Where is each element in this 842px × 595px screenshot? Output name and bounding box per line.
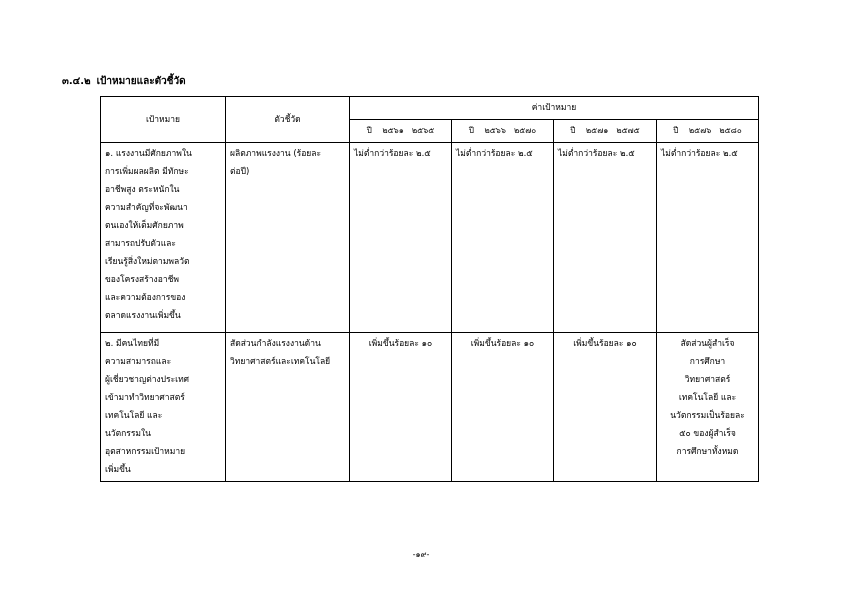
target-cell: เพิ่มขึ้นร้อยละ ๑๐	[350, 333, 452, 482]
goal-cell	[101, 333, 226, 482]
target-cell: ไม่ต่ำกว่าร้อยละ ๒.๕	[350, 143, 452, 333]
section-title: เป้าหมายและตัวชี้วัด	[96, 76, 186, 87]
section-heading	[62, 74, 186, 89]
indicator-cell: สัดส่วนกำลังแรงงานด้าน วิทยาศาสตร์และเทคโนโลยี	[226, 333, 350, 482]
target-cell: ไม่ต่ำกว่าร้อยละ ๒.๕	[657, 143, 759, 333]
goals-indicators-table	[100, 96, 759, 482]
target-cell: ไม่ต่ำกว่าร้อยละ ๒.๕	[554, 143, 657, 333]
goal-text: มีคนไทยที่มี ความสามารถและ ผู้เชี่ยวชาญต่างประเทศ เข้ามาทำวิทยาศาสตร์ เทคโนโลยี และ นวัตกรรมใน อุตสาหกรรมเป้าหมาย เพิ่มขึ้น	[105, 339, 190, 475]
goal-cell	[101, 143, 226, 333]
goal-number: ๑.	[105, 149, 114, 159]
table-row	[101, 143, 759, 333]
page-number: -๑๙-	[412, 550, 430, 559]
year-header-3: ปี ๒๕๗๑ ๒๕๗๕	[554, 120, 657, 143]
goal-text: แรงงานมีศักยภาพใน การเพิ่มผลผลิต มีทักษะ อาชีพสูง ตระหนักใน ความสำคัญที่จะพัฒนา ตนเองให้เต็มศักยภาพ สามารถปรับตัวและ เรียนรู้สิ่งใหม่ตามพลวัต ของโครงสร้างอาชีพ และความต้องการของ ตลาดแรงงานเพิ่มขึ้น	[105, 149, 192, 321]
year-header-2: ปี ๒๕๖๖ ๒๕๗๐	[452, 120, 554, 143]
section-number: ๓.๔.๒	[62, 76, 91, 87]
target-value-header: ค่าเป้าหมาย	[350, 97, 759, 120]
year-header-1: ปี ๒๕๖๑ ๒๕๖๕	[350, 120, 452, 143]
indicator-cell: ผลิตภาพแรงงาน (ร้อยละ ต่อปี)	[226, 143, 350, 333]
header-row-1	[101, 97, 759, 120]
target-cell: ไม่ต่ำกว่าร้อยละ ๒.๕	[452, 143, 554, 333]
indicator-header: ตัวชี้วัด	[226, 97, 350, 143]
target-cell: เพิ่มขึ้นร้อยละ ๑๐	[452, 333, 554, 482]
target-cell: เพิ่มขึ้นร้อยละ ๑๐	[554, 333, 657, 482]
year-header-4: ปี ๒๕๗๖ ๒๕๘๐	[657, 120, 759, 143]
goal-header: เป้าหมาย	[101, 97, 226, 143]
table-row	[101, 333, 759, 482]
goal-number: ๒.	[105, 339, 114, 349]
target-cell: สัดส่วนผู้สำเร็จ การศึกษา วิทยาศาสตร์ เทคโนโลยี และ นวัตกรรมเป็นร้อยละ ๕๐ ของผู้สำเร็จ การศึกษาทั้งหมด	[657, 333, 759, 482]
